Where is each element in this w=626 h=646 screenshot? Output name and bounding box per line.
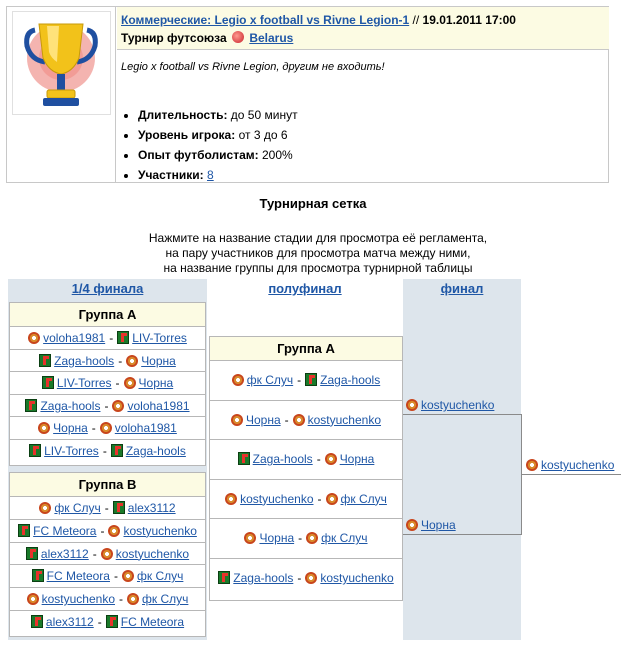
home-player-link[interactable]: Zaga-hools [252,452,313,467]
match-separator: - [92,546,97,561]
away-player-link[interactable]: FC Meteora [120,614,185,629]
flag-icon [305,373,317,386]
match-separator: - [297,570,302,585]
flag-icon [18,524,30,537]
home-player-link[interactable]: Zaga-hools [40,398,101,413]
stage-link-final[interactable]: финал [440,281,484,296]
home-player-link[interactable]: FC Meteora [33,523,97,538]
home-player-link[interactable]: Чорна [259,531,295,546]
stage-link-quarterfinal[interactable]: 1/4 финала [71,281,144,296]
match-row[interactable] [10,520,205,543]
instruction-line: Нажмите на название стадии для просмотра её регламента, [148,231,488,245]
participants-count-link[interactable]: 8 [207,168,214,182]
flag-icon [29,444,41,457]
home-player-link[interactable]: kostyuchenko [240,491,314,506]
winner-link[interactable]: kostyuchenko [541,458,615,472]
ball-icon [108,525,120,537]
match-row[interactable] [10,611,205,634]
detail-item [138,165,298,185]
ball-icon [231,414,243,426]
ball-icon [406,519,418,531]
ball-icon [39,502,51,514]
flag-icon [39,354,51,367]
flag-icon [218,571,230,584]
flag-icon [111,444,123,457]
away-player-link[interactable]: LIV-Torres [132,331,187,345]
title-separator: // [412,13,420,27]
ball-icon [101,548,113,560]
tournament-card [6,6,609,183]
tournament-description: Legio x football vs Rivne Legion, другим не входить! [121,61,385,73]
ball-icon [100,422,112,434]
detail-value: от 3 до 6 [238,128,288,142]
flag-icon [117,331,129,344]
tournament-details [117,50,609,182]
bracket-line [403,534,521,535]
group-name-link[interactable]: Группа B [10,473,205,497]
ball-icon [244,532,256,544]
winner-slot[interactable] [526,458,614,472]
flag-icon [26,547,38,560]
flag-icon [106,615,118,628]
away-player-link[interactable]: alex3112 [127,501,176,515]
away-player-link[interactable]: kostyuchenko [123,523,197,538]
away-player-link[interactable]: Zaga-hools [125,443,186,458]
match-separator: - [119,592,123,607]
group-name-link[interactable]: Группа A [10,303,205,327]
home-player-link[interactable]: FC Meteora [46,569,110,584]
detail-item [138,125,298,145]
match-row[interactable] [210,401,402,441]
match-row[interactable] [210,361,402,401]
group-name-link[interactable]: Группа A [210,337,402,361]
match-separator: - [316,452,321,467]
tournament-title-link[interactable]: Коммерческие: Legio x football vs Rivne Legion-1 [121,13,410,27]
away-player-link[interactable]: kostyuchenko [320,570,394,585]
match-separator: - [113,569,118,584]
bracket-line [521,474,621,475]
home-player-link[interactable]: alex3112 [40,546,89,561]
flag-icon [113,501,125,514]
away-player-link[interactable]: Чорна [141,353,176,368]
home-player-link[interactable]: Zaga-hools [54,353,115,368]
ball-icon [325,453,337,465]
trophy-logo [12,11,111,115]
tournament-date: 19.01.2011 17:00 [422,13,516,27]
match-row[interactable] [10,327,205,350]
ball-icon [306,532,318,544]
away-player-link[interactable]: voloha1981 [127,398,190,413]
match-separator: - [109,331,114,345]
match-separator: - [104,501,109,515]
away-player-link[interactable]: Чорна [339,452,375,467]
match-row[interactable] [10,350,205,373]
detail-label: Уровень игрока: [138,128,236,142]
home-player-link[interactable]: voloha1981 [43,331,106,345]
flag-icon [42,376,54,389]
detail-label: Длительность: [138,108,228,122]
match-row[interactable] [10,565,205,588]
away-player-link[interactable]: фк Случ [340,491,387,506]
instruction-line: на название группы для просмотра турнирной таблицы [163,261,473,275]
home-player-link[interactable]: фк Случ [54,501,101,515]
details-list [123,105,298,185]
country-link[interactable]: Belarus [249,31,294,45]
organizer-label: Турнир футсоюза [121,31,227,45]
home-player-link[interactable]: Zaga-hools [233,570,294,585]
ball-icon [27,593,39,605]
ball-icon [122,570,134,582]
flag-icon [32,569,44,582]
ball-icon [406,399,418,411]
match-separator: - [91,421,96,436]
match-separator: - [317,491,322,506]
stage-link-semifinal[interactable]: полуфинал [268,281,342,296]
match-separator: - [97,614,102,629]
match-row[interactable] [10,543,205,566]
home-player-link[interactable]: kostyuchenko [41,592,115,607]
match-separator: - [104,398,109,413]
match-separator: - [284,412,289,427]
match-row[interactable] [210,519,402,559]
match-row[interactable] [210,480,402,520]
match-separator: - [102,443,107,458]
final-slot-bottom[interactable] [406,518,456,532]
final-slot-top[interactable] [406,398,494,412]
away-player-link[interactable]: voloha1981 [114,421,177,436]
away-player-link[interactable]: kostyuchenko [115,546,190,561]
ball-icon [124,377,136,389]
ball-icon [305,572,317,584]
match-row[interactable] [210,559,402,599]
match-separator: - [298,531,303,546]
ball-icon [127,593,139,605]
instruction-line: на пару участников для просмотра матча между ними, [165,246,471,260]
ball-icon [38,422,50,434]
home-player-link[interactable]: alex3112 [45,614,94,629]
home-player-link[interactable]: LIV-Torres [56,376,112,391]
match-row[interactable] [10,417,205,440]
home-player-link[interactable]: Чорна [53,421,88,436]
home-player-link[interactable]: LIV-Torres [44,443,99,458]
detail-item [138,105,298,125]
away-player-link[interactable]: фк Случ [136,569,184,584]
detail-item [138,145,298,165]
ball-icon [293,414,305,426]
match-separator: - [118,353,123,368]
group-box-quarter-a [9,302,206,466]
detail-label: Участники: [138,168,204,182]
match-row[interactable] [210,440,402,480]
group-box-quarter-b [9,472,206,637]
home-player-link[interactable]: Чорна [245,412,281,427]
ball-icon [126,355,138,367]
tournament-header [117,7,609,50]
detail-value: 200% [261,148,293,162]
match-row[interactable] [10,372,205,395]
match-row[interactable] [10,440,205,463]
match-row[interactable] [10,588,205,611]
match-row[interactable] [10,395,205,418]
final-player-link[interactable]: Чорна [421,518,456,532]
detail-label: Опыт футболистам: [138,148,259,162]
away-player-link[interactable]: Zaga-hools [320,373,381,387]
ball-icon [225,493,237,505]
flag-icon [238,452,250,465]
flag-icon [31,615,43,628]
final-player-link[interactable]: kostyuchenko [421,398,495,412]
match-row[interactable] [10,497,205,520]
bracket-instructions [0,231,626,276]
away-player-link[interactable]: фк Случ [142,592,189,607]
match-separator: - [297,373,302,387]
logo-panel [7,7,116,182]
away-player-link[interactable]: kostyuchenko [307,412,382,427]
match-separator: - [100,523,105,538]
detail-value: до 50 минут [230,108,298,122]
ball-icon [232,374,244,386]
group-box-semi-a [209,336,403,601]
ball-icon [112,400,124,412]
home-player-link[interactable]: фк Случ [246,373,294,387]
ball-icon [28,332,40,344]
ball-icon [326,493,338,505]
away-player-link[interactable]: Чорна [138,376,174,391]
flag-icon [25,399,37,412]
column-final [403,279,521,640]
bracket-line [403,414,521,415]
bracket-title: Турнирная сетка [259,196,367,211]
away-player-link[interactable]: фк Случ [321,531,368,546]
match-separator: - [115,376,120,391]
belarus-flag-icon [232,31,244,43]
ball-icon [526,459,538,471]
